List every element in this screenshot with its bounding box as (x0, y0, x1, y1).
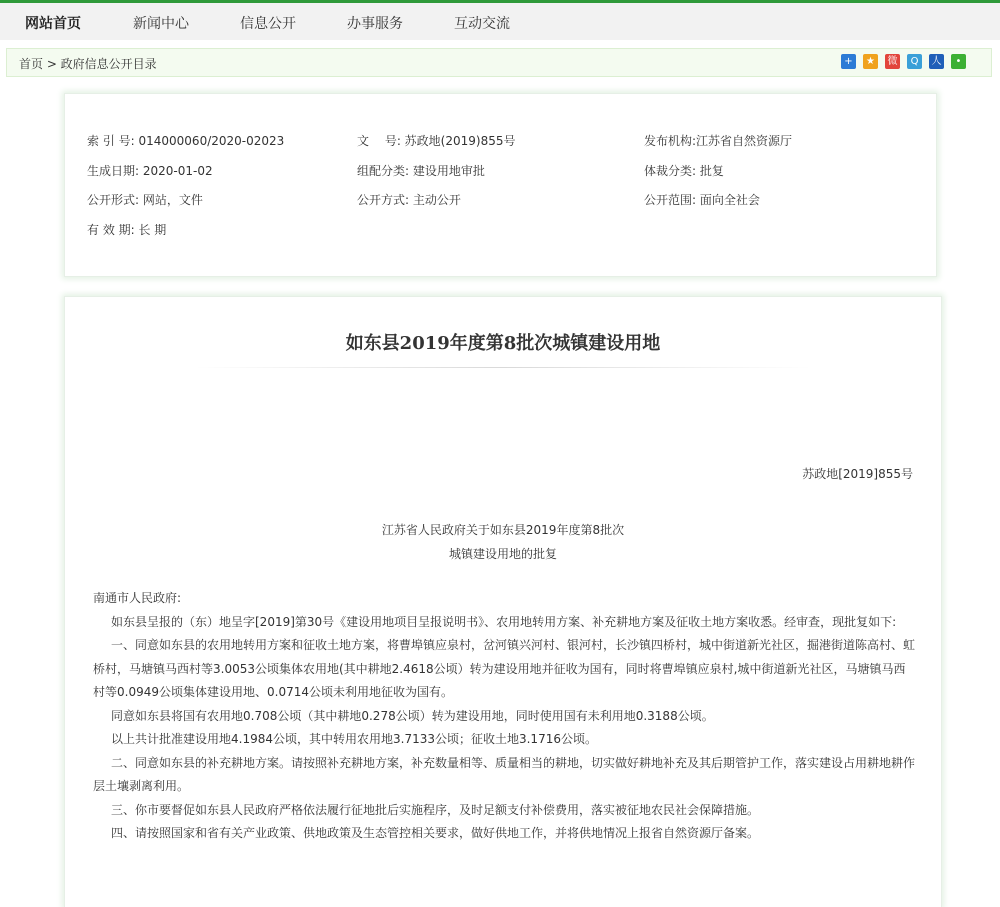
document-subtitle-line1: 江苏省人民政府关于如东县2019年度第8批次 (381, 523, 625, 537)
salutation: 南通市人民政府: (93, 591, 182, 605)
meta-publisher: 发布机构:江苏省自然资源厅 (644, 134, 793, 148)
document-subtitle-line2: 城镇建设用地的批复 (448, 547, 557, 561)
document-body (93, 587, 915, 846)
meta-form: 公开形式: 网站，文件 (87, 193, 203, 207)
meta-validity: 有 效 期: 长 期 (87, 223, 167, 237)
meta-scope: 公开范围: 面向全社会 (644, 193, 760, 207)
nav-news[interactable]: 新闻中心 (133, 16, 189, 32)
title-divider (195, 367, 811, 368)
body-paragraph-2: 一、同意如东县的农用地转用方案和征收土地方案，将曹埠镇应泉村，岔河镇兴河村、银河村，长沙镇四桥村，城中街道新光社区，掘港街道陈高村、虹桥村，马塘镇马西村等3.0053公顷集体农用地(其中耕地2.4618公顷）转为建设用地并征收为国有，同时将曹埠镇应泉村,城中街道新光社区，马塘镇马西村等0.0949公顷集体建设用地、0.0714公顷未利用地征收为国有。 (93, 638, 916, 699)
tencent-share-icon[interactable]: Q (907, 54, 922, 69)
nav-services[interactable]: 办事服务 (347, 16, 403, 32)
body-paragraph-1: 如东县呈报的（东）地呈字[2019]第30号《建设用地项目呈报说明书》、农用地转用方案、补充耕地方案及征收土地方案收悉。经审查，现批复如下: (111, 614, 897, 629)
wechat-share-icon[interactable]: • (951, 54, 966, 69)
meta-date: 生成日期: 2020-01-02 (87, 164, 213, 178)
meta-method: 公开方式: 主动公开 (357, 193, 461, 207)
add-share-icon[interactable]: + (841, 54, 856, 69)
document-title: 如东县2019年度第8批次城镇建设用地 (345, 333, 661, 354)
body-paragraph-3: 同意如东县将国有农用地0.708公顷（其中耕地0.278公顷）转为建设用地，同时使用国有未利用地0.3188公顷。 (111, 708, 714, 723)
meta-category: 组配分类: 建设用地审批 (357, 164, 485, 178)
body-paragraph-6: 三、你市要督促如东县人民政府严格依法履行征地批后实施程序，及时足额支付补偿费用，落实被征地农民社会保障措施。 (111, 802, 760, 817)
body-paragraph-4: 以上共计批准建设用地4.1984公顷，其中转用农用地3.7133公顷；征收土地3.1716公顷。 (111, 732, 597, 746)
weibo-share-icon[interactable]: 微 (885, 54, 900, 69)
meta-genre: 体裁分类: 批复 (644, 164, 724, 178)
meta-index-no: 索 引 号: 014000060/2020-02023 (87, 134, 285, 148)
renren-share-icon[interactable]: 人 (929, 54, 944, 69)
qzone-share-icon[interactable]: ★ (863, 54, 878, 69)
meta-doc-no: 文 号: 苏政地(2019)855号 (357, 134, 516, 148)
nav-info-disclosure[interactable]: 信息公开 (240, 16, 296, 32)
document-number: 苏政地[2019]855号 (802, 467, 913, 481)
nav-interaction[interactable]: 互动交流 (454, 16, 510, 32)
breadcrumb (6, 48, 992, 77)
nav-home[interactable]: 网站首页 (25, 16, 81, 32)
metadata-card (64, 93, 937, 277)
document-card (64, 296, 942, 907)
body-paragraph-7: 四、请按照国家和省有关产业政策、供地政策及生态管控相关要求，做好供地工作，并将供地情况上报省自然资源厅备案。 (111, 826, 760, 840)
breadcrumb-text[interactable]: 首页 > 政府信息公开目录 (19, 57, 157, 71)
main-nav (0, 3, 1000, 40)
body-paragraph-5: 二、同意如东县的补充耕地方案。请按照补充耕地方案，补充数量相等、质量相当的耕地，切实做好耕地补充及其后期管护工作，落实建设占用耕地耕作层土壤剥离利用。 (93, 755, 916, 793)
